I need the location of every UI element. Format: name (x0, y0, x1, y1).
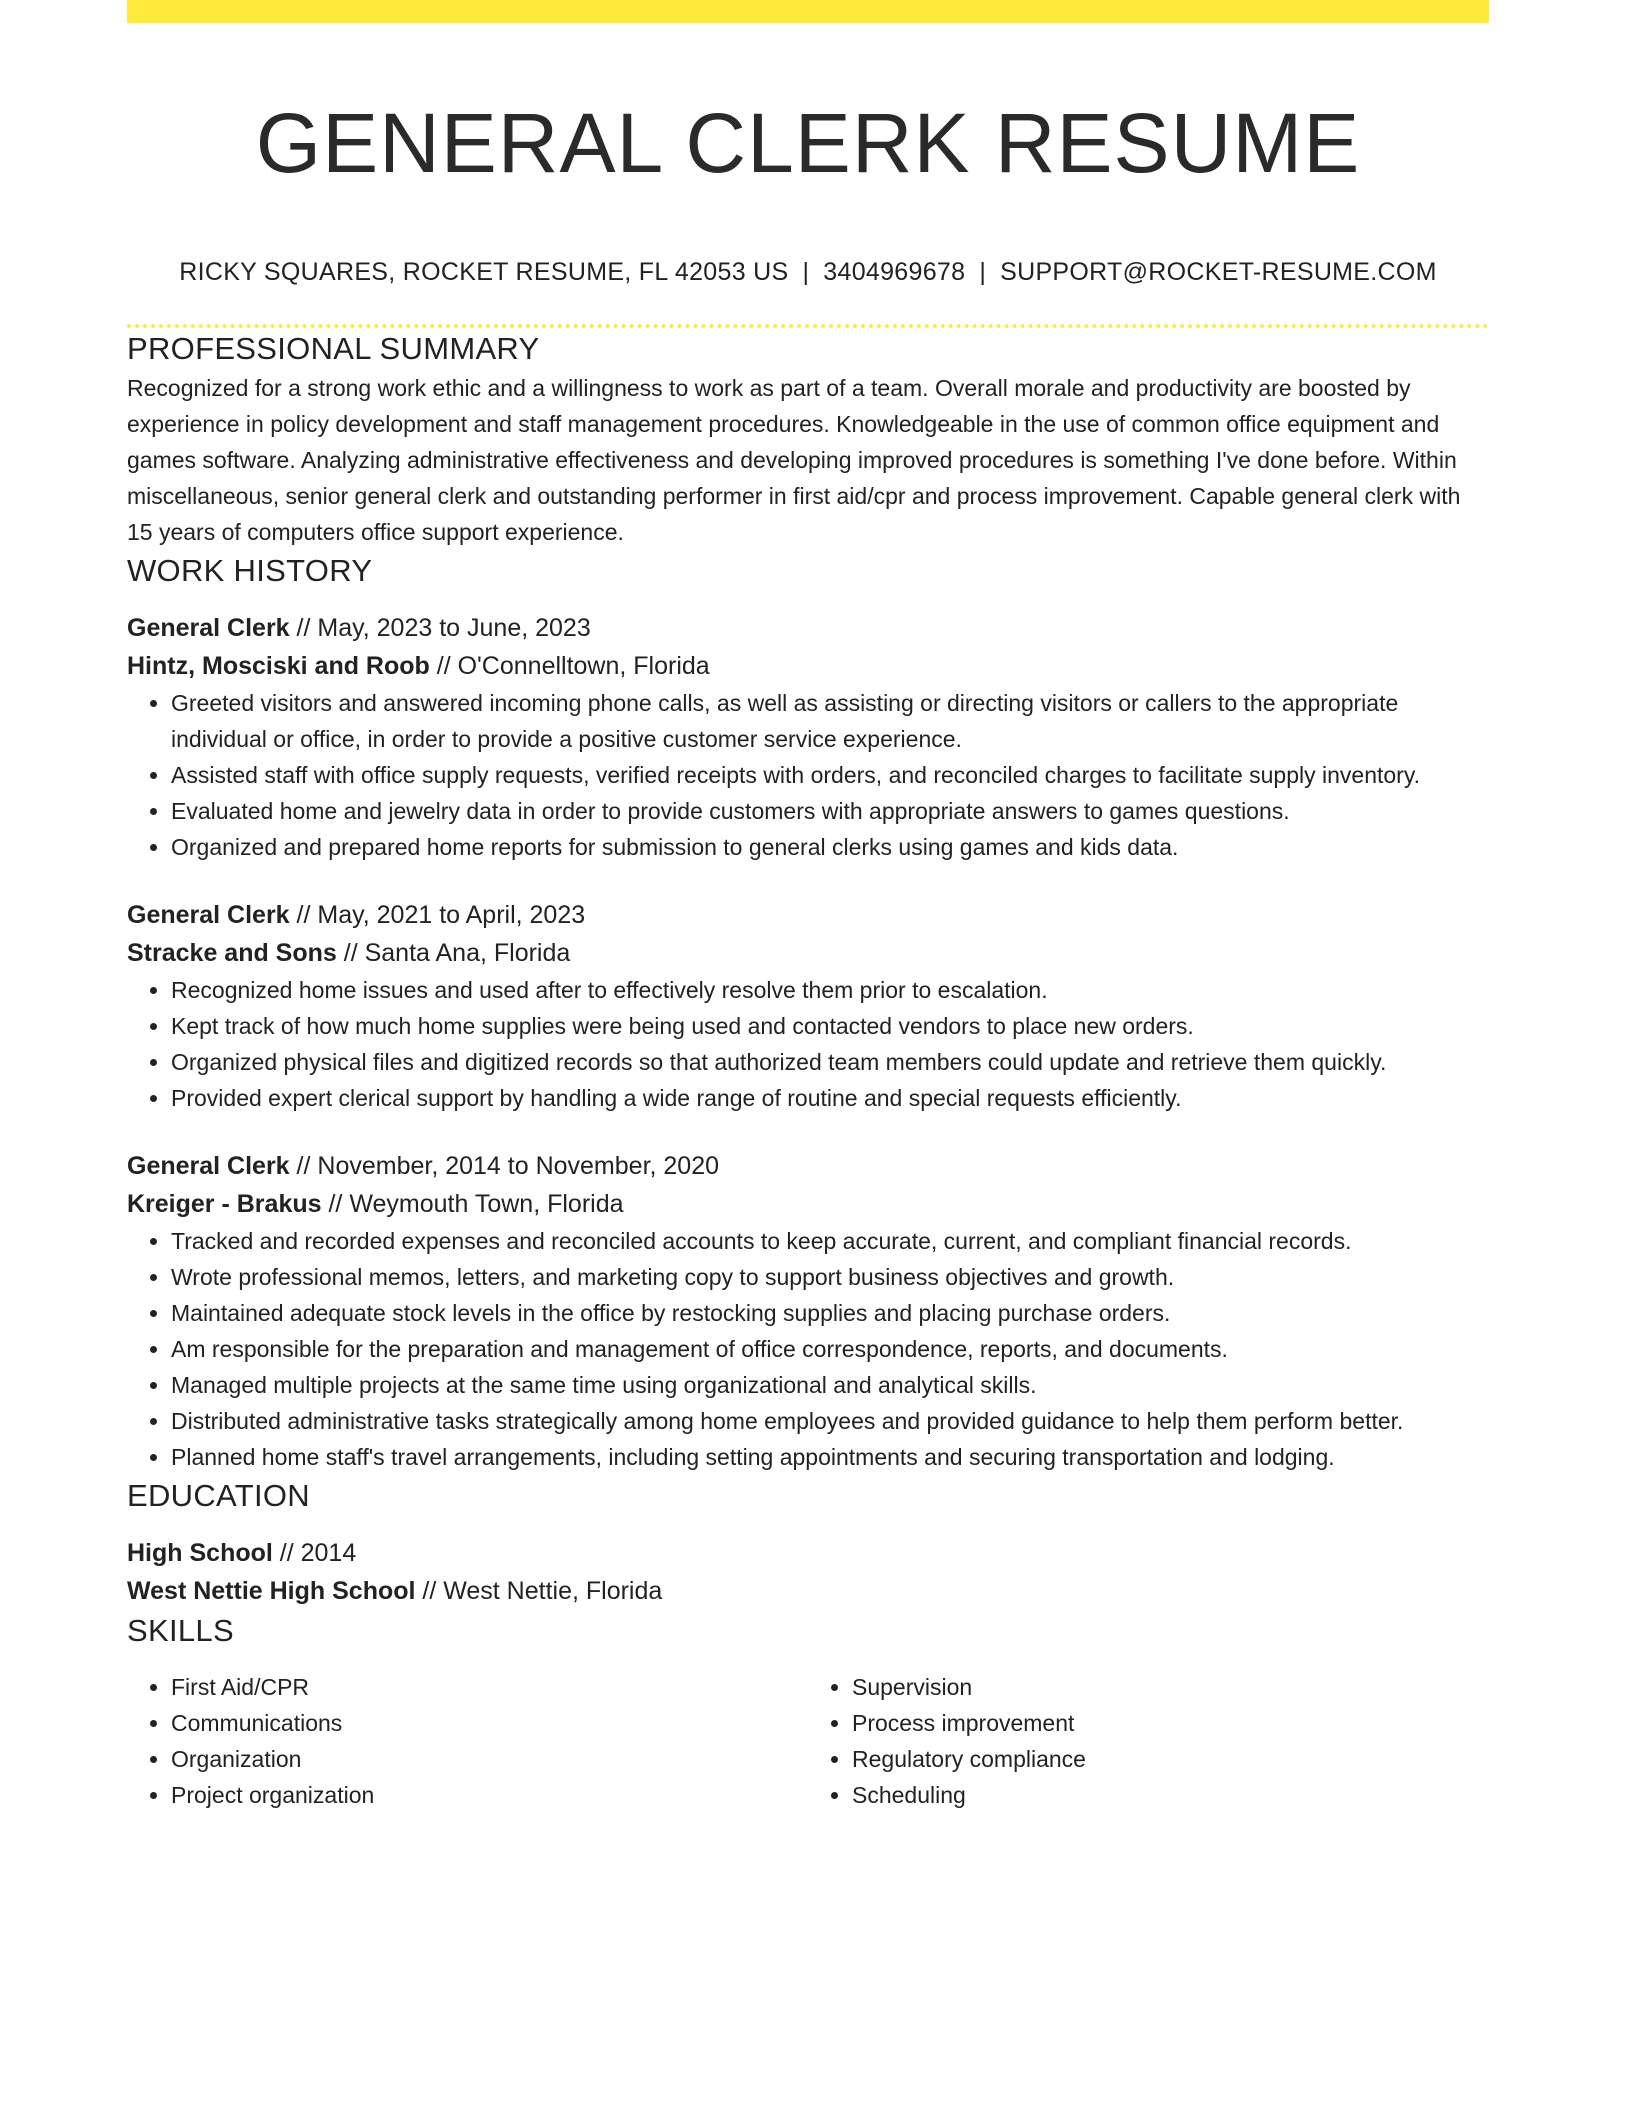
job-dates: // May, 2023 to June, 2023 (296, 614, 591, 642)
job-title-line (127, 1147, 1489, 1185)
job-location: // Santa Ana, Florida (343, 939, 571, 967)
summary-text: Recognized for a strong work ethic and a willingness to work as part of a team. Overall morale and productivity are boosted by experience in policy development and staff management procedures. Knowledgeable in the use of common office equipment and games software. Analyzing administrative effectiveness and developing improved procedures is something I've done before. Within miscellaneous, senior general clerk and outstanding performer in first aid/cpr and process improvement. Capable general clerk with 15 years of computers office support experience. (127, 375, 1461, 545)
job-company-line (127, 647, 1489, 685)
job-company-line (127, 934, 1489, 972)
job-bullets (127, 1223, 1489, 1475)
job-bullet: • Maintained adequate stock levels in the office by restocking supplies and placing purchase orders. (171, 1295, 1489, 1331)
education-year: // 2014 (279, 1539, 357, 1567)
job-company: Stracke and Sons (127, 939, 337, 967)
job-entry (127, 609, 1489, 865)
job-bullet: • Am responsible for the preparation and management of office correspondence, reports, and documents. (171, 1331, 1489, 1367)
skill-item: • Organization (171, 1741, 808, 1777)
job-dates: // May, 2021 to April, 2023 (296, 901, 586, 929)
job-bullet: • Distributed administrative tasks strategically among home employees and provided guidance to help them perform better. (171, 1403, 1489, 1439)
skill-item: • Project organization (171, 1777, 808, 1813)
job-bullet: • Recognized home issues and used after to effectively resolve them prior to escalation. (171, 972, 1489, 1008)
job-bullet: • Wrote professional memos, letters, and marketing copy to support business objectives and growth. (171, 1259, 1489, 1295)
skill-item: • Regulatory compliance (852, 1741, 1489, 1777)
education-school: West Nettie High School (127, 1577, 416, 1605)
job-title: General Clerk (127, 901, 290, 929)
education-entry (127, 1534, 1489, 1610)
job-title-line (127, 609, 1489, 647)
job-bullet: • Organized physical files and digitized records so that authorized team members could update and retrieve them quickly. (171, 1044, 1489, 1080)
job-bullet: • Tracked and recorded expenses and reconciled accounts to keep accurate, current, and compliant financial records. (171, 1223, 1489, 1259)
skills-heading: SKILLS (127, 1613, 234, 1648)
skills-list-right (808, 1669, 1489, 1813)
summary-heading: PROFESSIONAL SUMMARY (127, 331, 540, 366)
contact-line (127, 255, 1489, 289)
skill-item: • Communications (171, 1705, 808, 1741)
work-history-heading: WORK HISTORY (127, 553, 373, 588)
job-title-line (127, 896, 1489, 934)
education-location: // West Nettie, Florida (422, 1577, 663, 1605)
job-dates: // November, 2014 to November, 2020 (296, 1152, 720, 1180)
education-degree: High School (127, 1539, 273, 1567)
job-bullet: • Provided expert clerical support by handling a wide range of routine and special requests efficiently. (171, 1080, 1489, 1116)
skill-item: • First Aid/CPR (171, 1669, 808, 1705)
job-bullet: • Kept track of how much home supplies were being used and contacted vendors to place new orders. (171, 1008, 1489, 1044)
job-entry (127, 896, 1489, 1116)
job-company-line (127, 1185, 1489, 1223)
job-company: Hintz, Mosciski and Roob (127, 652, 430, 680)
skills-columns (127, 1669, 1489, 1813)
job-location: // Weymouth Town, Florida (328, 1190, 624, 1218)
job-title: General Clerk (127, 1152, 290, 1180)
job-bullet: • Greeted visitors and answered incoming phone calls, as well as assisting or directing visitors or callers to the appropriate individual or office, in order to provide a positive customer service experience. (171, 685, 1489, 757)
job-entry (127, 1147, 1489, 1475)
job-bullet: • Managed multiple projects at the same time using organizational and analytical skills. (171, 1367, 1489, 1403)
job-bullet: • Organized and prepared home reports for submission to general clerks using games and kids data. (171, 829, 1489, 865)
skill-item: • Scheduling (852, 1777, 1489, 1813)
skills-list-left (127, 1669, 808, 1813)
skill-item: • Supervision (852, 1669, 1489, 1705)
top-accent-bar (127, 0, 1489, 23)
contact-separator: | (979, 258, 987, 286)
page-title: GENERAL CLERK RESUME (255, 96, 1361, 190)
job-company: Kreiger - Brakus (127, 1190, 322, 1218)
job-bullet: • Planned home staff's travel arrangements, including setting appointments and securing transportation and lodging. (171, 1439, 1489, 1475)
job-title: General Clerk (127, 614, 290, 642)
job-bullets (127, 685, 1489, 865)
resume-page (127, 0, 1489, 1813)
contact-separator: | (802, 258, 810, 286)
education-school-line (127, 1572, 1489, 1610)
skill-item: • Process improvement (852, 1705, 1489, 1741)
job-bullets (127, 972, 1489, 1116)
contact-address: RICKY SQUARES, ROCKET RESUME, FL 42053 US (179, 258, 789, 286)
job-bullet: • Evaluated home and jewelry data in order to provide customers with appropriate answers to games questions. (171, 793, 1489, 829)
contact-email: SUPPORT@ROCKET-RESUME.COM (1000, 258, 1437, 286)
job-location: // O'Connelltown, Florida (436, 652, 710, 680)
contact-phone: 3404969678 (823, 258, 966, 286)
education-degree-line (127, 1534, 1489, 1572)
job-bullet: • Assisted staff with office supply requests, verified receipts with orders, and reconciled charges to facilitate supply inventory. (171, 757, 1489, 793)
education-heading: EDUCATION (127, 1478, 310, 1513)
